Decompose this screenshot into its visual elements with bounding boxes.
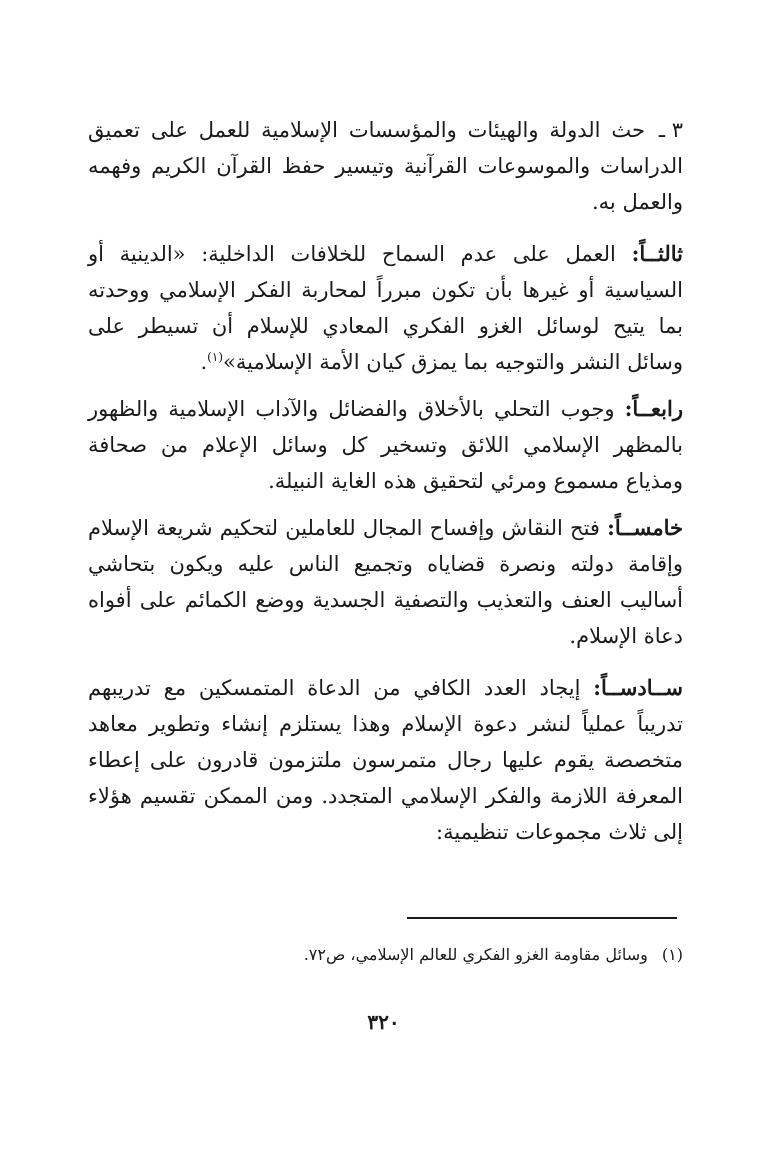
footnote-reference[interactable]: (١) <box>207 350 223 364</box>
paragraph-third-lead: ثالثــاً: <box>631 241 683 266</box>
footnote-text: وسائل مقاومة الغزو الفكري للعالم الإسلامي، ص٧٢. <box>303 945 648 964</box>
footnote <box>88 942 683 968</box>
paragraph-sixth <box>88 670 683 850</box>
footnote-divider <box>407 917 677 919</box>
paragraph-fifth-lead: خامســاً: <box>607 515 683 540</box>
paragraph-sixth-lead: ســادســاً: <box>593 675 683 700</box>
paragraph-sixth-text: إيجاد العدد الكافي من الدعاة المتمسكين مع تدريبهم تدريباً عملياً لنشر دعوة الإسلام وهذا يستلزم إنشاء وتطوير معاهد متخصصة يقوم عليها رجال متمرسون ملتزمون قادرون على إعطاء المعرفة اللازمة والفكر الإسلامي المتجدد. ومن الممكن تقسيم هؤلاء إلى ثلاث مجموعات تنظيمية: <box>88 676 683 844</box>
footnote-mark: (١) <box>661 945 683 964</box>
list-item-3-text: حث الدولة والهيئات والمؤسسات الإسلامية للعمل على تعميق الدراسات والموسوعات القرآنية وتيسير حفظ القرآن الكريم وفهمه والعمل به. <box>88 118 683 214</box>
paragraph-fifth <box>88 510 683 654</box>
paragraph-third-text: العمل على عدم السماح للخلافات الداخلية: «الدينية أو السياسية أو غيرها بأن تكون مبرراً لمحاربة الفكر الإسلامي ووحدته بما يتيح لوسائل الغزو الفكري المعادي للإسلام أن تسيطر على وسائل النشر والتوجيه بما يمزق كيان الأمة الإسلامية» <box>88 242 683 374</box>
list-item-text <box>88 112 683 220</box>
paragraph-fifth-text: فتح النقاش وإفساح المجال للعاملين لتحكيم شريعة الإسلام وإقامة دولته ونصرة قضاياه وتجميع الناس عليه ويكون بتحاشي أساليب العنف والتعذيب والتصفية الجسدية ووضع الكمائم على أفواه دعاة الإسلام. <box>88 516 683 648</box>
paragraph-fourth <box>88 391 683 499</box>
paragraph-third <box>88 236 683 380</box>
list-item-3 <box>88 112 683 220</box>
paragraph-fourth-lead: رابعــاً: <box>624 396 683 421</box>
paragraph-fourth-text: وجوب التحلي بالأخلاق والفضائل والآداب الإسلامية والظهور بالمظهر الإسلامي اللائق وتسخير كل وسائل الإعلام من صحافة ومذياع مسموع ومرئي لتحقيق هذه الغاية النبيلة. <box>88 397 683 493</box>
list-item-number: ٣ ـ <box>658 118 683 142</box>
paragraph-third-end: . <box>200 350 208 374</box>
page-number: ٣٢٠ <box>367 1010 400 1034</box>
